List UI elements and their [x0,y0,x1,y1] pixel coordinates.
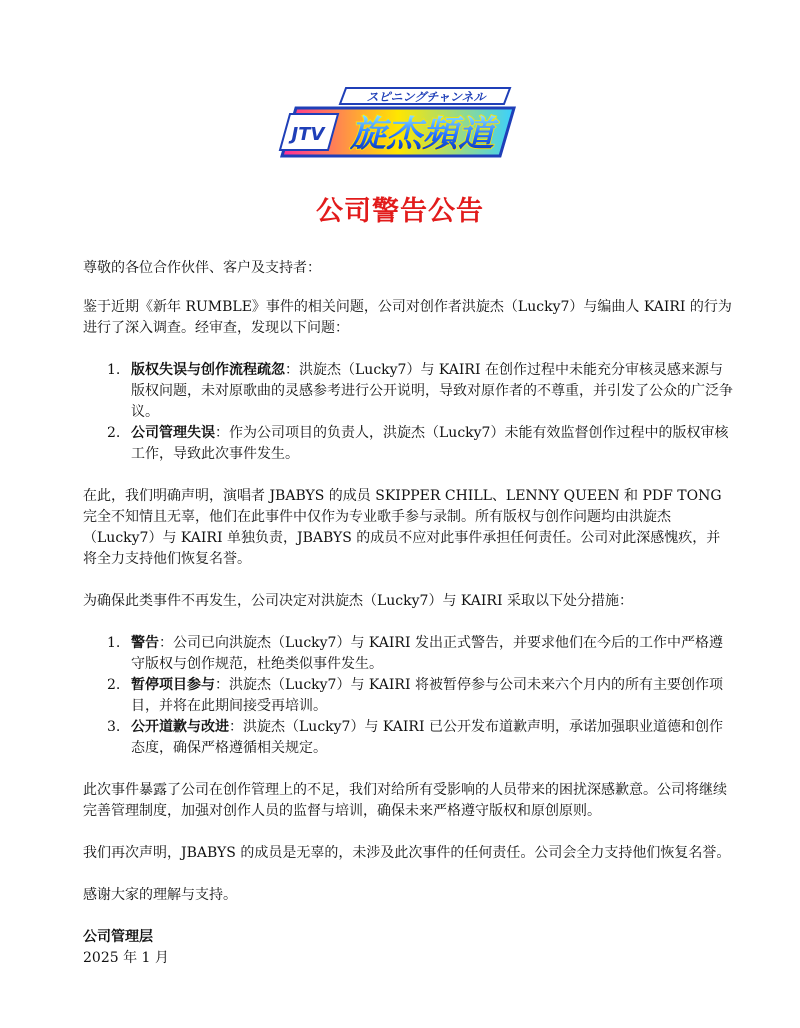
issue-item-2 [83,423,733,465]
measures-list [83,633,733,759]
measure-separator: ： [215,677,229,693]
measure-text: 公司已向洪旋杰（Lucky7）与 KAIRI 发出正式警告，并要求他们在今后的工作中严格遵守版权与创作规范，杜绝类似事件发生。 [131,635,723,672]
apology-paragraph: 此次事件暴露了公司在创作管理上的不足，我们对给所有受影响的人员带来的困扰深感歉意。公司将继续完善管理制度，加强对创作人员的监督与培训，确保未来严格遵守版权和原创原则。 [83,782,727,819]
logo-main-text: 旋杰頻道 [349,114,495,155]
measure-label: 公开道歉与改进 [131,719,229,735]
measure-label: 警告 [131,635,159,651]
reaffirm-paragraph: 我们再次声明，JBABYS 的成员是无辜的，未涉及此次事件的任何责任。公司会全力支持他们恢复名誉。 [83,845,731,861]
intro-paragraph: 鉴于近期《新年 RUMBLE》事件的相关问题，公司对创作者洪旋杰（Lucky7）与编曲人 KAIRI 的行为进行了深入调查。经审查，发现以下问题： [83,299,732,336]
issue-separator: ： [215,425,229,441]
issue-label: 公司管理失误 [131,425,215,441]
logo-top-banner [340,88,510,104]
logo-top-text: スピニングチャンネル [366,90,486,104]
issues-list [83,360,733,465]
issue-text: 洪旋杰（Lucky7）与 KAIRI 在创作过程中未能充分审核灵感来源与版权问题，未对原歌曲的灵感参考进行公开说明，导致对原作者的不尊重，并引发了公众的广泛争议。 [131,362,733,420]
measure-separator: ： [229,719,243,735]
measures-intro: 为确保此类事件不再发生，公司决定对洪旋杰（Lucky7）与 KAIRI 采取以下处分措施： [83,593,633,609]
statement-paragraph: 在此，我们明确声明，演唱者 JBABYS 的成员 SKIPPER CHILL、LENNY QUEEN 和 PDF TONG 完全不知情且无辜，他们在此事件中仅作为专业歌手参与录制。所有版权与创作问题均由洪旋杰（Lucky7）与 KAIRI 单独负责，JBABYS 的成员不应对此事件承担任何责任。公司对此深感愧疚，并将全力支持他们恢复名誉。 [83,488,722,567]
notice-body [83,258,733,969]
signature-date: 2025 年 1 月 [83,950,169,966]
measure-number: 1. [107,635,121,651]
measure-text: 洪旋杰（Lucky7）与 KAIRI 已公开发布道歉声明，承诺加强职业道德和创作态度，确保严格遵循相关规定。 [131,719,723,756]
measure-separator: ： [159,635,173,651]
measure-item-3 [83,717,733,759]
thanks-line: 感谢大家的理解与支持。 [83,887,237,903]
jtv-logo [278,84,518,164]
issue-separator: ： [285,362,299,378]
measure-number: 2. [107,677,121,693]
signature-org: 公司管理层 [83,929,153,945]
notice-title: 公司警告公告 [316,196,484,227]
measure-text: 洪旋杰（Lucky7）与 KAIRI 将被暂停参与公司未来六个月内的所有主要创作项目，并将在此期间接受再培训。 [131,677,723,714]
measure-number: 3. [107,719,121,735]
issue-number: 2. [107,425,121,441]
issue-text: 作为公司项目的负责人，洪旋杰（Lucky7）未能有效监督创作过程中的版权审核工作，导致此次事件发生。 [131,425,729,462]
measure-item-2 [83,675,733,717]
issue-label: 版权失误与创作流程疏忽 [131,362,285,378]
issue-number: 1. [107,362,121,378]
jtv-logo-graphic [278,84,518,164]
greeting: 尊敬的各位合作伙伴、客户及支持者： [83,260,321,276]
measure-label: 暂停项目参与 [131,677,215,693]
logo-main-body [280,108,514,156]
measure-item-1 [83,633,733,675]
logo-brand-text: JTV [291,124,325,145]
issue-item-1 [83,360,733,423]
